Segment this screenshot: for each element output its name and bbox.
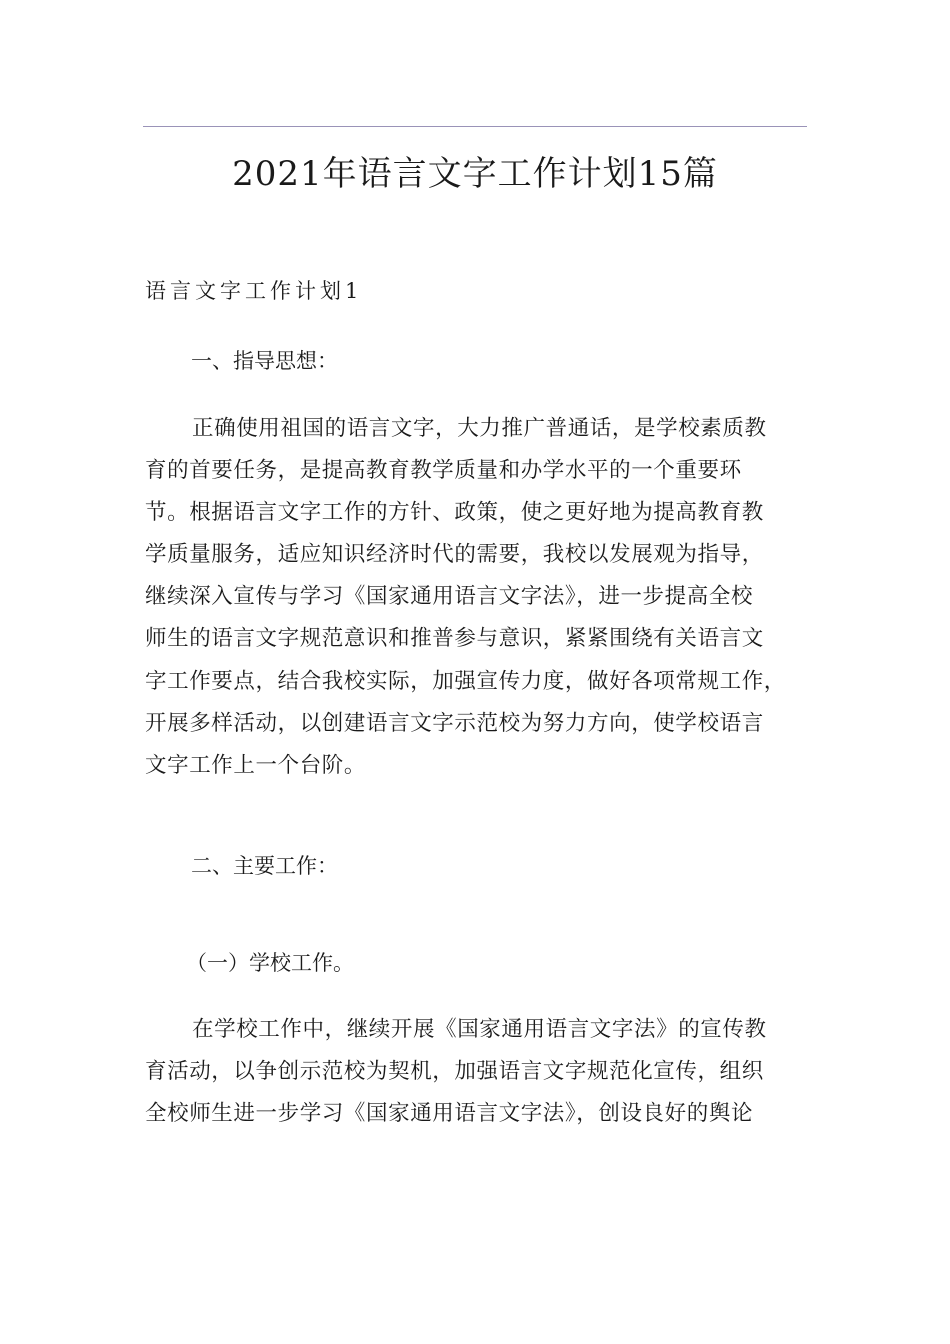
paragraph-line: 继续深入宣传与学习《国家通用语言文字法》，进一步提高全校 [145,584,754,610]
document-title: 2021年语言文字工作计划15篇 [232,154,718,194]
paragraph-line: 文字工作上一个台阶。 [145,752,367,778]
paragraph-line: 字工作要点，结合我校实际，加强宣传力度，做好各项常规工作， [145,668,786,694]
paragraph-line: 育的首要任务，是提高教育教学质量和办学水平的一个重要环 [145,458,742,484]
heading-main-work: 二、主要工作： [191,854,338,878]
paragraph-line: 育活动，以争创示范校为契机，加强语言文字规范化宣传，组织 [145,1059,764,1085]
section-title: 语言文字工作计划1 [145,279,363,303]
heading-guiding-thought: 一、指导思想： [191,349,338,373]
paragraph-line: 师生的语言文字规范意识和推普参与意识，紧紧围绕有关语言文 [145,626,764,652]
paragraph-line: 节。根据语言文字工作的方针、政策，使之更好地为提高教育教 [145,500,764,526]
paragraph-line: 开展多样活动，以创建语言文字示范校为努力方向，使学校语言 [145,710,764,736]
paragraph-school-work [145,1009,809,1135]
paragraph-line: 正确使用祖国的语言文字，大力推广普通话，是学校素质教 [192,416,767,441]
paragraph-line: 在学校工作中，继续开展《国家通用语言文字法》的宣传教 [192,1017,767,1042]
header-rule [143,126,807,127]
heading-school-work: （一）学校工作。 [186,951,354,975]
paragraph-line: 学质量服务，适应知识经济时代的需要，我校以发展观为指导， [145,542,764,568]
paragraph-guiding-thought [145,408,809,787]
paragraph-line: 全校师生进一步学习《国家通用语言文字法》，创设良好的舆论 [145,1101,754,1127]
